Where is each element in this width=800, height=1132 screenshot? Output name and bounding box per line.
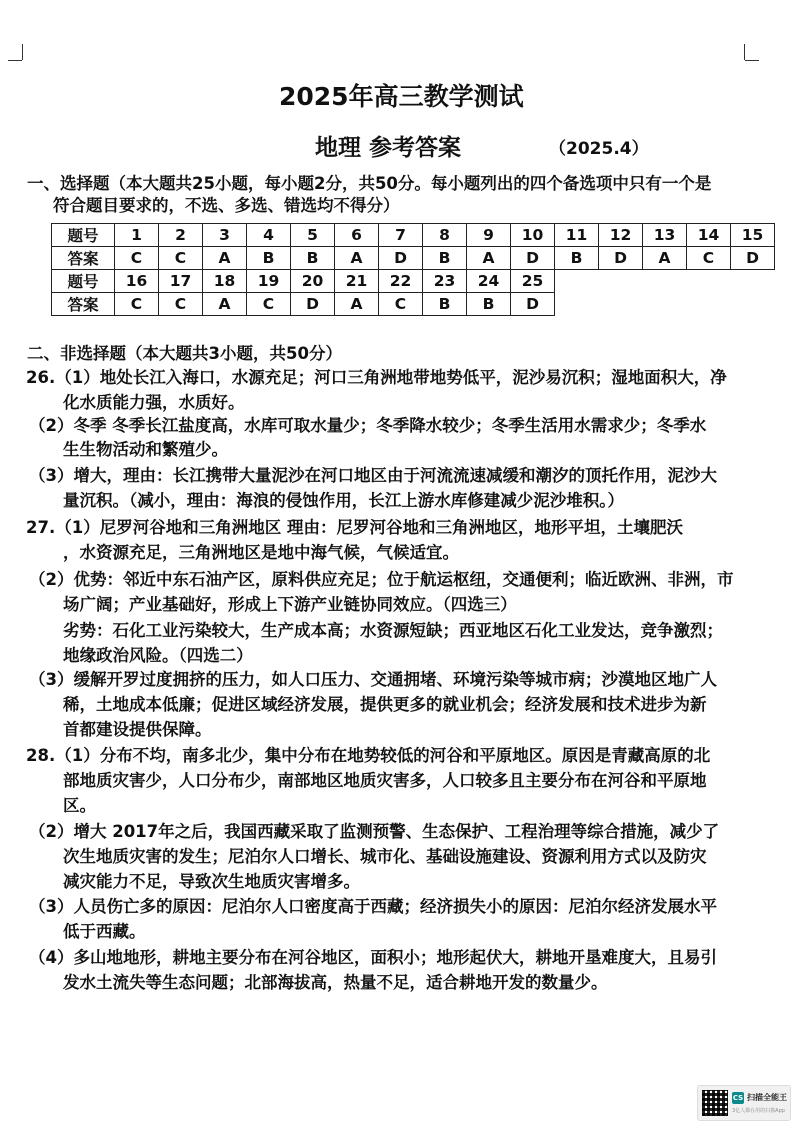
answer-cell: D <box>379 247 423 270</box>
camscanner-logo: CS <box>732 1094 744 1102</box>
qr-code-icon <box>702 1090 728 1116</box>
answer-line: 次生地质灾害的发生；尼泊尔人口增长、城市化、基础设施建设、资源利用方式以及防灾 <box>63 847 707 866</box>
page-subtitle: 地理 参考答案 <box>315 135 462 161</box>
answer-cell: B <box>555 247 599 270</box>
crop-mark-top-right <box>744 44 745 60</box>
answer-line: （2）增大 2017年之后，我国西藏采取了监测预警、生态保护、工程治理等综合措施，减少了 <box>29 822 720 841</box>
table-empty-space <box>555 270 775 293</box>
answer-cell: A <box>643 247 687 270</box>
part2-heading: 二、非选择题（本大题共3小题，共50分） <box>27 344 342 363</box>
answer-line: 低于西藏。 <box>63 922 146 941</box>
table-row <box>52 270 775 293</box>
answer-line: （3）人员伤亡多的原因：尼泊尔人口密度高于西藏；经济损失小的原因：尼泊尔经济发展水平 <box>29 897 717 916</box>
answer-cell: D <box>599 247 643 270</box>
question-number: 23 <box>423 270 467 293</box>
question-number: 16 <box>115 270 159 293</box>
question-number: 6 <box>335 224 379 247</box>
answer-line: （2）冬季 冬季长江盐度高，水库可取水量少；冬季降水较少；冬季生活用水需求少；冬季水 <box>29 416 707 435</box>
table-row <box>52 224 775 247</box>
question-number: 1 <box>115 224 159 247</box>
question-number: 3 <box>203 224 247 247</box>
answer-cell: D <box>291 293 335 316</box>
question-number: 24 <box>467 270 511 293</box>
answer-cell: B <box>291 247 335 270</box>
answer-cell: A <box>335 293 379 316</box>
question-number: 4 <box>247 224 291 247</box>
answer-line: 区。 <box>63 796 96 815</box>
answer-line: 稀，土地成本低廉；促进区域经济发展，提供更多的就业机会；经济发展和技术进步为新 <box>63 695 707 714</box>
answer-cell: A <box>335 247 379 270</box>
part1-heading-line2: 符合题目要求的，不选、多选、错选均不得分） <box>53 196 400 215</box>
question-number: 15 <box>731 224 775 247</box>
answer-line: 部地质灾害少，人口分布少，南部地区地质灾害多，人口较多且主要分布在河谷和平原地 <box>63 771 707 790</box>
answer-cell: C <box>115 293 159 316</box>
answer-cell: C <box>687 247 731 270</box>
answer-cell: C <box>115 247 159 270</box>
question-number: 11 <box>555 224 599 247</box>
answer-line: 首都建设提供保障。 <box>63 720 212 739</box>
question-number: 14 <box>687 224 731 247</box>
question-number: 9 <box>467 224 511 247</box>
question-number: 12 <box>599 224 643 247</box>
answer-line: 27.（1）尼罗河谷地和三角洲地区 理由：尼罗河谷地和三角洲地区，地形平坦，土壤肥沃 <box>26 518 683 537</box>
table-row <box>52 293 775 316</box>
answer-line: 量沉积。（减小，理由：海浪的侵蚀作用，长江上游水库修建减少泥沙堆积。） <box>63 491 624 510</box>
part1-heading-line1: 一、选择题（本大题共25小题，每小题2分，共50分。每小题列出的四个备选项中只有一个是 <box>27 174 712 193</box>
answer-cell: A <box>467 247 511 270</box>
answer-line: 28.（1）分布不均，南多北少，集中分布在地势较低的河谷和平原地区。原因是青藏高原的北 <box>26 746 711 765</box>
answer-cell: B <box>423 247 467 270</box>
question-number: 19 <box>247 270 291 293</box>
answer-line: 地缘政治风险。（四选二） <box>63 646 253 665</box>
answer-line: 减灾能力不足，导致次生地质灾害增多。 <box>63 872 360 891</box>
answer-line: 化水质能力强，水质好。 <box>63 393 245 412</box>
answer-cell: D <box>731 247 775 270</box>
answer-cell: C <box>159 293 203 316</box>
scanner-watermark <box>697 1085 791 1121</box>
answer-line: （3）增大，理由：长江携带大量泥沙在河口地区由于河流流速减缓和潮汐的顶托作用，泥沙大 <box>29 466 717 485</box>
answer-line: 劣势：石化工业污染较大，生产成本高；水资源短缺；西亚地区石化工业发达，竞争激烈； <box>63 621 723 640</box>
table-row <box>52 247 775 270</box>
answer-line: 发水土流失等生态问题；北部海拔高，热量不足，适合耕地开发的数量少。 <box>63 973 608 992</box>
answer-table <box>51 223 775 316</box>
answer-cell: B <box>247 247 291 270</box>
answer-cell: B <box>467 293 511 316</box>
answer-cell: D <box>511 293 555 316</box>
question-number: 25 <box>511 270 555 293</box>
question-number: 5 <box>291 224 335 247</box>
crop-mark-top-left-h <box>8 60 22 61</box>
crop-mark-top-left <box>22 44 23 60</box>
answer-cell: C <box>379 293 423 316</box>
row-label-question: 题号 <box>52 224 115 247</box>
question-number: 21 <box>335 270 379 293</box>
row-label-question: 题号 <box>52 270 115 293</box>
page-title: 2025年高三教学测试 <box>279 82 524 111</box>
crop-mark-top-right-h <box>745 60 759 61</box>
question-number: 22 <box>379 270 423 293</box>
watermark-app-name: 扫描全能王 <box>747 1093 787 1102</box>
answer-cell: C <box>247 293 291 316</box>
answer-cell: B <box>423 293 467 316</box>
question-number: 20 <box>291 270 335 293</box>
question-number: 18 <box>203 270 247 293</box>
answer-cell: A <box>203 293 247 316</box>
test-date: （2025.4） <box>549 139 649 159</box>
answer-line: （3）缓解开罗过度拥挤的压力，如人口压力、交通拥堵、环境污染等城市病；沙漠地区地广人 <box>29 670 717 689</box>
answer-cell: A <box>203 247 247 270</box>
question-number: 10 <box>511 224 555 247</box>
row-label-answer: 答案 <box>52 293 115 316</box>
question-number: 8 <box>423 224 467 247</box>
answer-line: 场广阔；产业基础好，形成上下游产业链协同效应。（四选三） <box>63 595 517 614</box>
answer-cell: D <box>511 247 555 270</box>
watermark-tagline: 3亿人都在用的扫描App <box>732 1108 785 1114</box>
answer-line: ，水资源充足，三角洲地区是地中海气候，气候适宜。 <box>63 543 459 562</box>
answer-line: （4）多山地地形，耕地主要分布在河谷地区，面积小；地形起伏大，耕地开垦难度大，且易引 <box>29 948 717 967</box>
question-number: 13 <box>643 224 687 247</box>
answer-cell: C <box>159 247 203 270</box>
question-number: 2 <box>159 224 203 247</box>
row-label-answer: 答案 <box>52 247 115 270</box>
answer-line: 26.（1）地处长江入海口，水源充足；河口三角洲地带地势低平，泥沙易沉积；湿地面积大，净 <box>26 368 727 387</box>
table-empty-space <box>555 293 775 316</box>
answer-line: 生生物活动和繁殖少。 <box>63 440 228 459</box>
question-number: 17 <box>159 270 203 293</box>
question-number: 7 <box>379 224 423 247</box>
answer-line: （2）优势：邻近中东石油产区，原料供应充足；位于航运枢纽，交通便利；临近欧洲、非洲，市 <box>29 570 734 589</box>
